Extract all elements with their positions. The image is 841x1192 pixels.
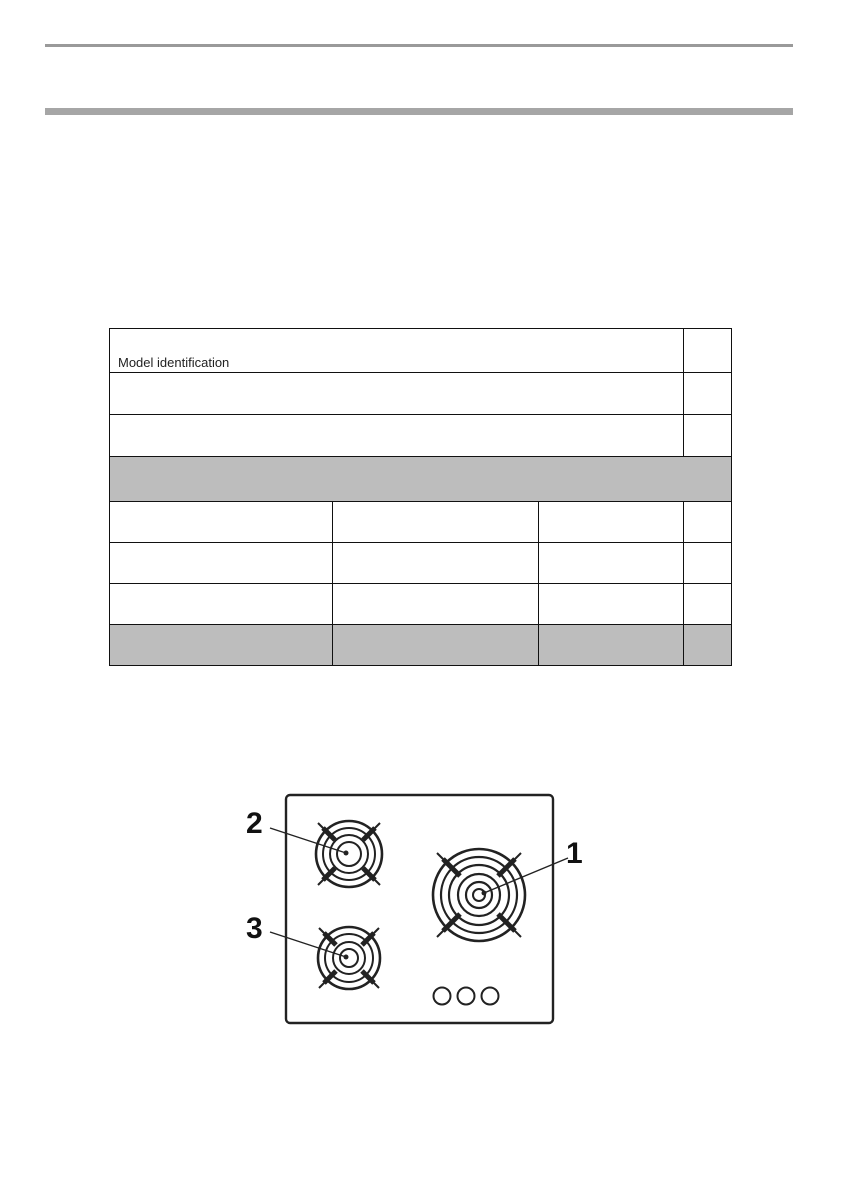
table-section-header — [110, 457, 732, 502]
section-header-cell — [110, 457, 732, 502]
table-cell — [333, 584, 539, 625]
burner-3 — [318, 927, 380, 989]
knob — [458, 988, 475, 1005]
table-cell — [333, 625, 539, 666]
table-row — [110, 415, 732, 457]
table-cell — [684, 584, 732, 625]
table-cell — [110, 415, 684, 457]
section-rule — [45, 108, 793, 115]
table-cell — [110, 584, 333, 625]
table-cell — [684, 373, 732, 415]
control-knobs — [434, 988, 499, 1005]
table-cell — [684, 543, 732, 584]
table-cell — [684, 502, 732, 543]
model-identification-value — [684, 329, 732, 373]
callout-1-label: 1 — [566, 837, 583, 870]
table-row-burner — [110, 584, 732, 625]
table-cell — [110, 502, 333, 543]
callout-3-label: 3 — [246, 912, 263, 945]
table-row — [110, 373, 732, 415]
table-row-burner — [110, 502, 732, 543]
table-row-total — [110, 625, 732, 666]
callout-2-label: 2 — [246, 807, 263, 840]
hob-diagram — [240, 786, 583, 1032]
knob — [482, 988, 499, 1005]
burner-1 — [433, 849, 525, 941]
table-cell — [110, 625, 333, 666]
table-cell — [110, 543, 333, 584]
table-cell — [539, 625, 684, 666]
table-cell — [684, 415, 732, 457]
table-cell — [539, 502, 684, 543]
table-row-burner — [110, 543, 732, 584]
table-cell — [539, 584, 684, 625]
table-cell — [684, 625, 732, 666]
spec-table — [109, 328, 732, 666]
header-rule — [45, 44, 793, 47]
table-cell — [333, 543, 539, 584]
table-row-model — [110, 329, 732, 373]
model-identification-label: Model identification — [110, 329, 684, 373]
table-cell — [333, 502, 539, 543]
burner-2 — [316, 821, 382, 887]
callout-line-1 — [484, 858, 568, 893]
knob — [434, 988, 451, 1005]
table-cell — [110, 373, 684, 415]
table-cell — [539, 543, 684, 584]
